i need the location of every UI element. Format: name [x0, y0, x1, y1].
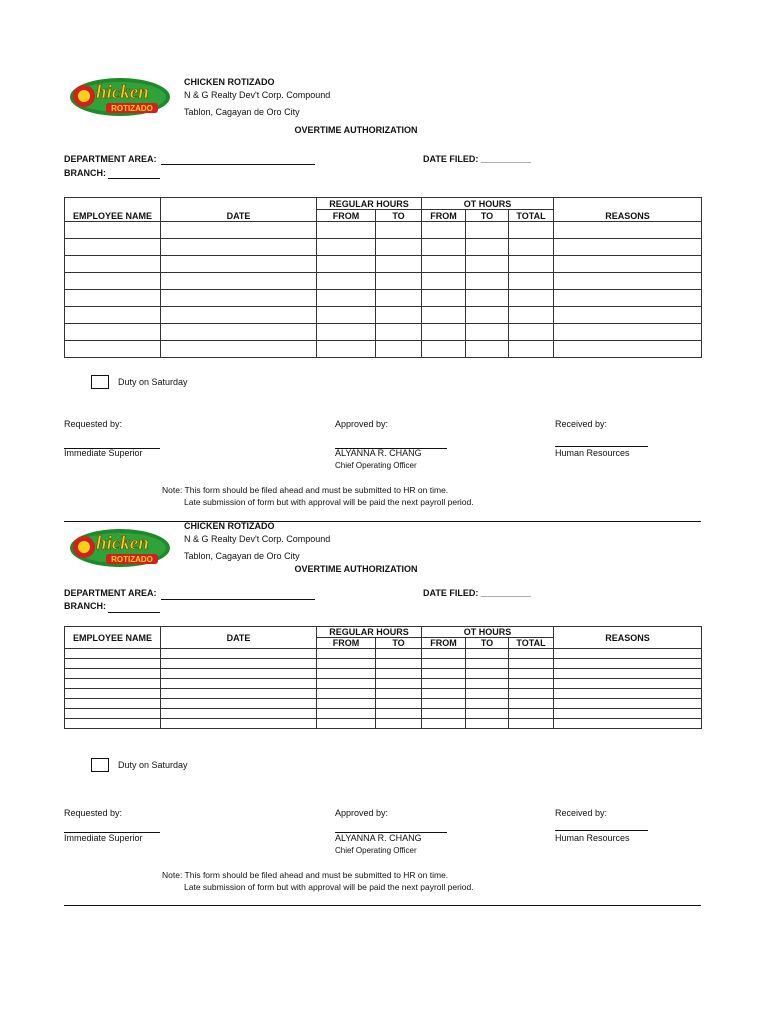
reasons-cell[interactable]: [554, 679, 702, 689]
requested-role: Immediate Superior: [64, 833, 143, 843]
table-row: [65, 324, 702, 341]
overtime-table: [64, 626, 702, 729]
duty-saturday-label: Duty on Saturday: [118, 760, 188, 770]
date-cell[interactable]: [161, 719, 317, 729]
date-filed-blank: __________: [480, 154, 531, 164]
reasons-cell[interactable]: [554, 239, 702, 256]
table-row: [65, 649, 702, 659]
employee-name-cell[interactable]: [65, 307, 161, 324]
branch-label: BRANCH:: [64, 601, 106, 611]
reasons-cell[interactable]: [554, 649, 702, 659]
ot-total-cell[interactable]: [509, 290, 554, 307]
ot-to-cell[interactable]: [466, 679, 509, 689]
company-info: [184, 519, 330, 564]
employee-name-cell[interactable]: [65, 679, 161, 689]
regular-from-cell[interactable]: [317, 341, 376, 358]
company-address-1: N & G Realty Dev't Corp. Compound: [184, 534, 331, 544]
date-cell[interactable]: [161, 669, 317, 679]
requested-by-label: Requested by:: [64, 808, 123, 818]
regular-to-cell[interactable]: [376, 341, 422, 358]
ot-to-cell[interactable]: [466, 699, 509, 709]
col-date: DATE: [161, 627, 317, 649]
regular-from-cell[interactable]: [317, 324, 376, 341]
table-row: [65, 689, 702, 699]
date-cell[interactable]: [161, 649, 317, 659]
date-cell[interactable]: [161, 307, 317, 324]
table-row: [65, 669, 702, 679]
date-filed-blank: __________: [480, 588, 531, 598]
ot-from-cell[interactable]: [422, 699, 466, 709]
ot-to-cell[interactable]: [466, 222, 509, 239]
form-divider: [64, 521, 701, 522]
reasons-cell[interactable]: [554, 669, 702, 679]
approved-name: ALYANNA R. CHANG: [335, 448, 422, 458]
regular-to-cell[interactable]: [376, 719, 422, 729]
company-address-1: N & G Realty Dev't Corp. Compound: [184, 90, 331, 100]
date-filed[interactable]: [423, 588, 531, 598]
ot-total-cell[interactable]: [509, 324, 554, 341]
regular-to-cell[interactable]: [376, 239, 422, 256]
col-regular-from: FROM: [317, 638, 376, 649]
company-address-2: Tablon, Cagayan de Oro City: [184, 107, 300, 117]
reasons-cell[interactable]: [554, 324, 702, 341]
group-regular-hours: REGULAR HOURS: [317, 627, 422, 638]
department-field[interactable]: [161, 599, 315, 600]
duty-saturday-checkbox[interactable]: [91, 375, 109, 389]
group-ot-hours: OT HOURS: [422, 627, 554, 638]
regular-from-cell[interactable]: [317, 222, 376, 239]
employee-name-cell[interactable]: [65, 324, 161, 341]
ot-total-cell[interactable]: [509, 649, 554, 659]
regular-to-cell[interactable]: [376, 307, 422, 324]
overtime-table: [64, 197, 702, 358]
ot-from-cell[interactable]: [422, 324, 466, 341]
regular-to-cell[interactable]: [376, 649, 422, 659]
employee-name-cell[interactable]: [65, 341, 161, 358]
company-name: CHICKEN ROTIZADO: [184, 521, 275, 531]
col-regular-from: FROM: [317, 210, 376, 222]
received-role: Human Resources: [555, 448, 630, 458]
ot-to-cell[interactable]: [466, 669, 509, 679]
employee-name-cell[interactable]: [65, 689, 161, 699]
note-line-2: Late submission of form but with approval will be paid the next payroll period.: [184, 882, 474, 892]
ot-total-cell[interactable]: [509, 689, 554, 699]
ot-to-cell[interactable]: [466, 689, 509, 699]
ot-from-cell[interactable]: [422, 307, 466, 324]
col-date: DATE: [161, 198, 317, 222]
reasons-cell[interactable]: [554, 307, 702, 324]
svg-text:ROTIZADO: ROTIZADO: [111, 104, 153, 113]
regular-to-cell[interactable]: [376, 256, 422, 273]
ot-from-cell[interactable]: [422, 649, 466, 659]
ot-total-cell[interactable]: [509, 679, 554, 689]
table-row: [65, 709, 702, 719]
reasons-cell[interactable]: [554, 256, 702, 273]
col-employee-name: EMPLOYEE NAME: [65, 627, 161, 649]
ot-from-cell[interactable]: [422, 679, 466, 689]
note-line-1: Note: This form should be filed ahead and must be submitted to HR on time.: [162, 870, 449, 880]
ot-to-cell[interactable]: [466, 273, 509, 290]
date-cell[interactable]: [161, 222, 317, 239]
table-body: [65, 222, 702, 358]
regular-from-cell[interactable]: [317, 239, 376, 256]
approved-by-label: Approved by:: [335, 419, 389, 429]
regular-from-cell[interactable]: [317, 709, 376, 719]
regular-to-cell[interactable]: [376, 290, 422, 307]
regular-from-cell[interactable]: [317, 256, 376, 273]
col-regular-to: TO: [376, 638, 422, 649]
ot-from-cell[interactable]: [422, 659, 466, 669]
date-filed[interactable]: [423, 154, 531, 164]
reasons-cell[interactable]: [554, 273, 702, 290]
col-ot-from: FROM: [422, 210, 466, 222]
approved-by-label: Approved by:: [335, 808, 389, 818]
table-row: [65, 256, 702, 273]
note-line-1: Note: This form should be filed ahead and must be submitted to HR on time.: [162, 485, 449, 495]
regular-to-cell[interactable]: [376, 273, 422, 290]
reasons-cell[interactable]: [554, 659, 702, 669]
regular-from-cell[interactable]: [317, 649, 376, 659]
department-field[interactable]: [161, 164, 315, 165]
employee-name-cell[interactable]: [65, 719, 161, 729]
table-row: [65, 273, 702, 290]
date-cell[interactable]: [161, 341, 317, 358]
table-row: [65, 307, 702, 324]
received-by-label: Received by:: [555, 419, 608, 429]
ot-total-cell[interactable]: [509, 719, 554, 729]
table-row: [65, 699, 702, 709]
duty-saturday-checkbox[interactable]: [91, 758, 109, 772]
ot-from-cell[interactable]: [422, 273, 466, 290]
ot-to-cell[interactable]: [466, 290, 509, 307]
col-ot-from: FROM: [422, 638, 466, 649]
ot-total-cell[interactable]: [509, 341, 554, 358]
employee-name-cell[interactable]: [65, 239, 161, 256]
table-row: [65, 679, 702, 689]
reasons-cell[interactable]: [554, 341, 702, 358]
form-title: OVERTIME AUTHORIZATION: [294, 125, 418, 135]
chicken-rotizado-logo: [68, 527, 172, 569]
department-label: DEPARTMENT AREA:: [64, 154, 157, 164]
svg-text:hicken: hicken: [96, 533, 149, 554]
table-row: [65, 290, 702, 307]
ot-total-cell[interactable]: [509, 222, 554, 239]
ot-total-cell[interactable]: [509, 699, 554, 709]
ot-to-cell[interactable]: [466, 649, 509, 659]
col-reasons: REASONS: [554, 198, 702, 222]
regular-from-cell[interactable]: [317, 273, 376, 290]
ot-from-cell[interactable]: [422, 290, 466, 307]
received-role: Human Resources: [555, 833, 630, 843]
ot-total-cell[interactable]: [509, 307, 554, 324]
table-row: [65, 239, 702, 256]
employee-name-cell[interactable]: [65, 659, 161, 669]
date-cell[interactable]: [161, 709, 317, 719]
form-title: OVERTIME AUTHORIZATION: [294, 564, 418, 574]
ot-to-cell[interactable]: [466, 719, 509, 729]
received-signature-line[interactable]: [555, 830, 648, 831]
col-reasons: REASONS: [554, 627, 702, 649]
branch-field[interactable]: [108, 612, 160, 613]
ot-to-cell[interactable]: [466, 709, 509, 719]
col-ot-to: TO: [466, 638, 509, 649]
received-signature-line[interactable]: [555, 446, 648, 447]
col-regular-to: TO: [376, 210, 422, 222]
svg-text:hicken: hicken: [96, 82, 149, 103]
date-cell[interactable]: [161, 290, 317, 307]
regular-to-cell[interactable]: [376, 669, 422, 679]
reasons-cell[interactable]: [554, 719, 702, 729]
ot-to-cell[interactable]: [466, 256, 509, 273]
date-cell[interactable]: [161, 679, 317, 689]
received-by-label: Received by:: [555, 808, 608, 818]
employee-name-cell[interactable]: [65, 709, 161, 719]
ot-from-cell[interactable]: [422, 689, 466, 699]
regular-from-cell[interactable]: [317, 290, 376, 307]
reasons-cell[interactable]: [554, 709, 702, 719]
table-row: [65, 659, 702, 669]
ot-from-cell[interactable]: [422, 669, 466, 679]
date-cell[interactable]: [161, 239, 317, 256]
svg-text:ROTIZADO: ROTIZADO: [111, 555, 153, 564]
regular-to-cell[interactable]: [376, 699, 422, 709]
note-line-2: Late submission of form but with approval will be paid the next payroll period.: [184, 497, 474, 507]
chicken-rotizado-logo: [68, 76, 172, 118]
ot-to-cell[interactable]: [466, 659, 509, 669]
employee-name-cell[interactable]: [65, 290, 161, 307]
regular-to-cell[interactable]: [376, 689, 422, 699]
ot-from-cell[interactable]: [422, 341, 466, 358]
employee-name-cell[interactable]: [65, 273, 161, 290]
approved-role: Chief Operating Officer: [335, 846, 417, 855]
regular-from-cell[interactable]: [317, 699, 376, 709]
reasons-cell[interactable]: [554, 290, 702, 307]
approved-role: Chief Operating Officer: [335, 461, 417, 470]
branch-label: BRANCH:: [64, 168, 106, 178]
ot-from-cell[interactable]: [422, 719, 466, 729]
date-cell[interactable]: [161, 256, 317, 273]
department-label: DEPARTMENT AREA:: [64, 588, 157, 598]
col-employee-name: EMPLOYEE NAME: [65, 198, 161, 222]
branch-field[interactable]: [108, 178, 160, 179]
ot-to-cell[interactable]: [466, 239, 509, 256]
employee-name-cell[interactable]: [65, 699, 161, 709]
ot-from-cell[interactable]: [422, 709, 466, 719]
approved-name: ALYANNA R. CHANG: [335, 833, 422, 843]
date-cell[interactable]: [161, 699, 317, 709]
ot-to-cell[interactable]: [466, 341, 509, 358]
table-row: [65, 341, 702, 358]
requested-role: Immediate Superior: [64, 448, 143, 458]
regular-from-cell[interactable]: [317, 719, 376, 729]
ot-from-cell[interactable]: [422, 239, 466, 256]
ot-from-cell[interactable]: [422, 256, 466, 273]
ot-total-cell[interactable]: [509, 273, 554, 290]
table-body: [65, 649, 702, 729]
ot-to-cell[interactable]: [466, 307, 509, 324]
reasons-cell[interactable]: [554, 699, 702, 709]
form-note: [162, 484, 474, 508]
employee-name-cell[interactable]: [65, 649, 161, 659]
ot-total-cell[interactable]: [509, 256, 554, 273]
duty-saturday-label: Duty on Saturday: [118, 377, 188, 387]
regular-from-cell[interactable]: [317, 689, 376, 699]
employee-name-cell[interactable]: [65, 669, 161, 679]
regular-to-cell[interactable]: [376, 324, 422, 341]
col-ot-to: TO: [466, 210, 509, 222]
employee-name-cell[interactable]: [65, 256, 161, 273]
col-ot-total: TOTAL: [509, 638, 554, 649]
employee-name-cell[interactable]: [65, 222, 161, 239]
table-row: [65, 222, 702, 239]
regular-to-cell[interactable]: [376, 709, 422, 719]
date-filed-label: DATE FILED:: [423, 154, 479, 164]
regular-from-cell[interactable]: [317, 307, 376, 324]
ot-total-cell[interactable]: [509, 709, 554, 719]
requested-by-label: Requested by:: [64, 419, 123, 429]
ot-total-cell[interactable]: [509, 239, 554, 256]
bottom-divider: [64, 905, 701, 906]
company-name: CHICKEN ROTIZADO: [184, 77, 275, 87]
company-info: [184, 75, 330, 120]
regular-to-cell[interactable]: [376, 679, 422, 689]
date-cell[interactable]: [161, 273, 317, 290]
ot-from-cell[interactable]: [422, 222, 466, 239]
form-note: [162, 869, 474, 893]
reasons-cell[interactable]: [554, 689, 702, 699]
date-cell[interactable]: [161, 324, 317, 341]
ot-total-cell[interactable]: [509, 659, 554, 669]
regular-from-cell[interactable]: [317, 679, 376, 689]
regular-to-cell[interactable]: [376, 222, 422, 239]
regular-to-cell[interactable]: [376, 659, 422, 669]
date-filed-label: DATE FILED:: [423, 588, 479, 598]
table-row: [65, 719, 702, 729]
company-address-2: Tablon, Cagayan de Oro City: [184, 551, 300, 561]
ot-to-cell[interactable]: [466, 324, 509, 341]
date-cell[interactable]: [161, 659, 317, 669]
date-cell[interactable]: [161, 689, 317, 699]
ot-total-cell[interactable]: [509, 669, 554, 679]
col-ot-total: TOTAL: [509, 210, 554, 222]
reasons-cell[interactable]: [554, 222, 702, 239]
regular-from-cell[interactable]: [317, 669, 376, 679]
regular-from-cell[interactable]: [317, 659, 376, 669]
group-regular-hours: REGULAR HOURS: [317, 198, 422, 210]
group-ot-hours: OT HOURS: [422, 198, 554, 210]
